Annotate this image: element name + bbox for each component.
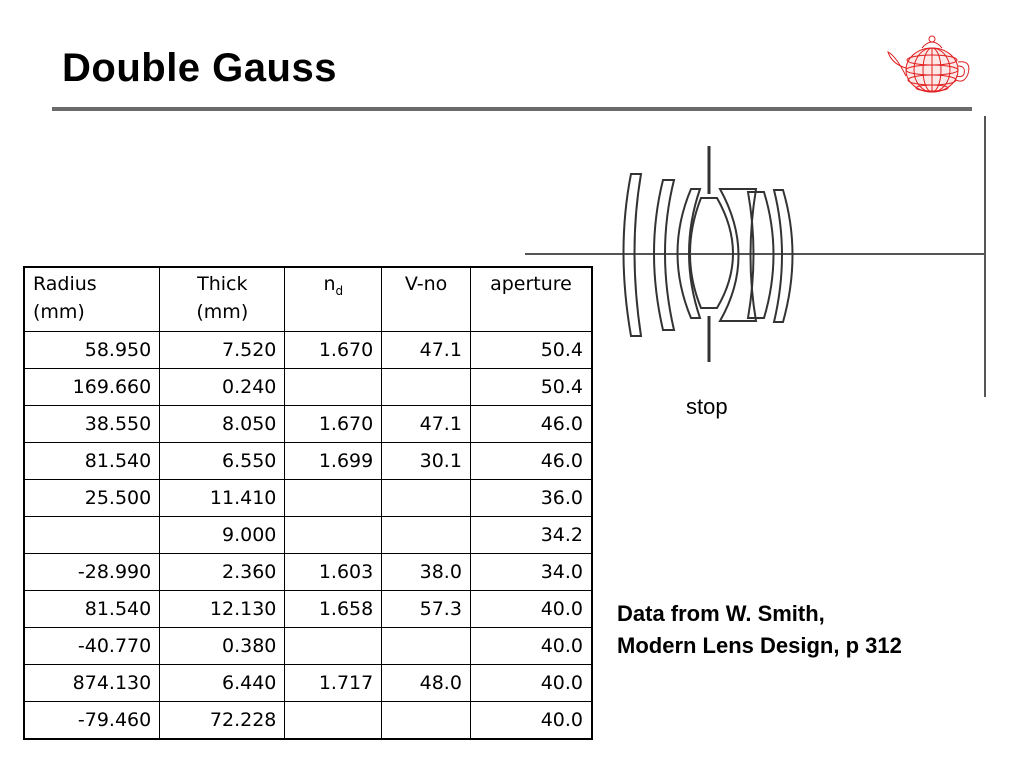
cell-thick: 9.000 <box>160 517 285 554</box>
table-row <box>24 517 592 554</box>
stop-label: stop <box>686 394 728 419</box>
cell-vno: 47.1 <box>382 406 471 443</box>
slide-title: Double Gauss <box>62 46 337 90</box>
cell-aperture: 34.2 <box>470 517 592 554</box>
cell-radius: -40.770 <box>24 628 160 665</box>
cell-aperture: 50.4 <box>470 369 592 406</box>
cell-thick: 8.050 <box>160 406 285 443</box>
cell-nd: 1.699 <box>285 443 382 480</box>
table-row <box>24 443 592 480</box>
cell-radius: -28.990 <box>24 554 160 591</box>
cell-aperture: 46.0 <box>470 406 592 443</box>
cell-thick: 72.228 <box>160 702 285 740</box>
table-row <box>24 591 592 628</box>
table-row <box>24 332 592 369</box>
header-radius: Radius (mm) <box>24 267 160 332</box>
cell-nd: 1.717 <box>285 665 382 702</box>
citation-line1: Data from W. Smith, <box>617 601 825 626</box>
cell-aperture: 40.0 <box>470 665 592 702</box>
cell-radius: 25.500 <box>24 480 160 517</box>
table-row <box>24 554 592 591</box>
header-thick-line1: Thick <box>197 273 248 295</box>
cell-nd <box>285 628 382 665</box>
header-thick-line2: (mm) <box>196 301 249 323</box>
lens-element-7 <box>774 190 793 322</box>
cell-aperture: 40.0 <box>470 628 592 665</box>
cell-aperture: 50.4 <box>470 332 592 369</box>
cell-radius: 38.550 <box>24 406 160 443</box>
lens-prescription-table <box>23 266 593 740</box>
cell-thick: 0.380 <box>160 628 285 665</box>
header-thick <box>160 267 285 332</box>
cell-nd: 1.603 <box>285 554 382 591</box>
cell-thick: 7.520 <box>160 332 285 369</box>
header-nd <box>285 267 382 332</box>
cell-nd: 1.670 <box>285 406 382 443</box>
cell-thick: 11.410 <box>160 480 285 517</box>
cell-radius: 874.130 <box>24 665 160 702</box>
cell-vno <box>382 369 471 406</box>
cell-radius: 58.950 <box>24 332 160 369</box>
cell-thick: 12.130 <box>160 591 285 628</box>
cell-vno <box>382 480 471 517</box>
cell-radius: -79.460 <box>24 702 160 740</box>
cell-nd: 1.670 <box>285 332 382 369</box>
cell-vno: 38.0 <box>382 554 471 591</box>
cell-aperture: 34.0 <box>470 554 592 591</box>
cell-aperture: 40.0 <box>470 702 592 740</box>
cell-thick: 6.550 <box>160 443 285 480</box>
cell-nd <box>285 702 382 740</box>
cell-thick: 2.360 <box>160 554 285 591</box>
wireframe-teapot-icon <box>884 30 972 98</box>
cell-radius: 81.540 <box>24 443 160 480</box>
cell-nd: 1.658 <box>285 591 382 628</box>
cell-vno: 30.1 <box>382 443 471 480</box>
cell-thick: 0.240 <box>160 369 285 406</box>
cell-vno: 57.3 <box>382 591 471 628</box>
cell-aperture: 36.0 <box>470 480 592 517</box>
cell-vno: 48.0 <box>382 665 471 702</box>
header-nd-main: n <box>323 273 336 295</box>
cell-vno <box>382 517 471 554</box>
cell-nd <box>285 480 382 517</box>
cell-aperture: 40.0 <box>470 591 592 628</box>
table-row <box>24 480 592 517</box>
cell-nd <box>285 369 382 406</box>
table-row <box>24 665 592 702</box>
table-row <box>24 628 592 665</box>
table-header-row <box>24 267 592 332</box>
cell-vno <box>382 702 471 740</box>
cell-nd <box>285 517 382 554</box>
citation <box>617 598 902 662</box>
cell-aperture: 46.0 <box>470 443 592 480</box>
table-row <box>24 702 592 740</box>
header-vno: V-no <box>382 267 471 332</box>
citation-line2: Modern Lens Design, p 312 <box>617 633 902 658</box>
table-row <box>24 406 592 443</box>
header-nd-subscript: d <box>335 284 344 298</box>
cell-vno <box>382 628 471 665</box>
cell-radius: 169.660 <box>24 369 160 406</box>
double-gauss-lens-diagram <box>520 110 1000 410</box>
cell-thick: 6.440 <box>160 665 285 702</box>
table-row <box>24 369 592 406</box>
header-aperture: aperture <box>470 267 592 332</box>
cell-radius: 81.540 <box>24 591 160 628</box>
cell-vno: 47.1 <box>382 332 471 369</box>
cell-radius <box>24 517 160 554</box>
